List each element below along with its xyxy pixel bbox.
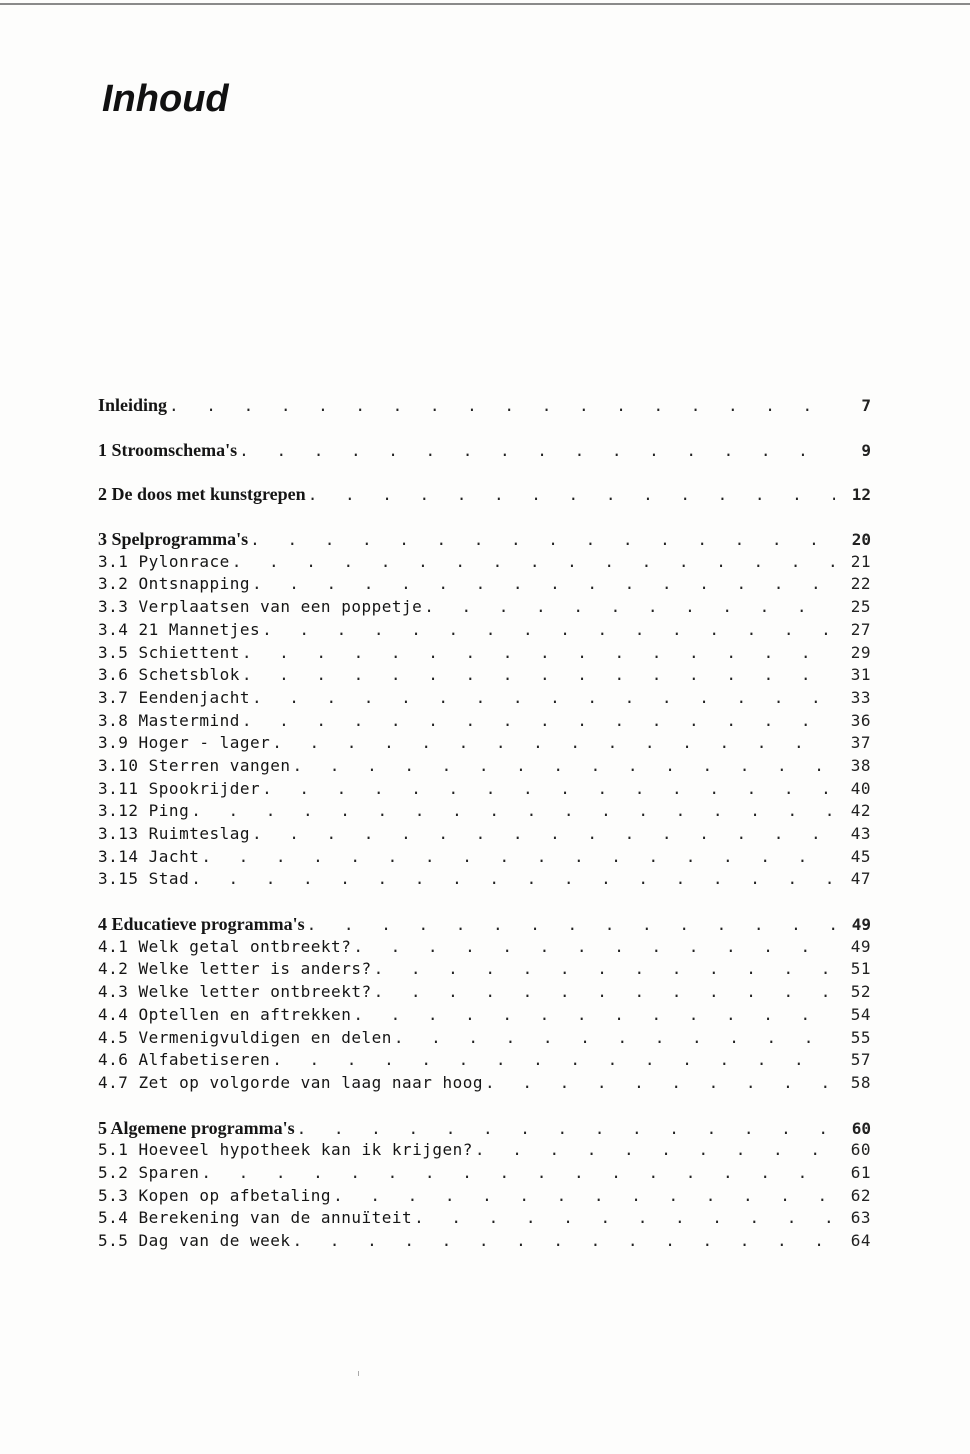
toc-entry-title: 5.3 Kopen op afbetaling [98,1185,332,1205]
toc-page-number: 58 [850,1072,871,1092]
toc-subsection-entry [98,1185,871,1208]
toc-page-number: 61 [850,1162,871,1182]
toc-chapter-entry [98,394,871,417]
toc-entry-title: 4.7 Zet op volgorde van laag naar hoog [98,1072,484,1092]
toc-subsection-entry [98,1139,871,1162]
toc-subsection-entry [98,778,871,801]
dot-leader [485,1072,835,1095]
toc-page-number: 57 [850,1050,871,1070]
toc-entry-title: 3 Spelprogramma's [98,529,249,550]
toc-section [98,394,871,417]
dot-leader [308,484,835,506]
toc-entry-title: 4.6 Alfabetiseren [98,1050,271,1070]
toc-page-number: 22 [850,574,871,594]
dot-leader [191,800,835,823]
toc-entry-title: 4.2 Welke letter is anders? [98,959,372,979]
toc-entry-title: 5.2 Sparen [98,1162,200,1182]
toc-page-number: 12 [851,485,871,505]
toc-subsection-entry [98,687,871,710]
toc-entry-title: 3.12 Ping [98,801,190,821]
dot-leader [169,395,835,417]
toc-entry-title: 3.4 21 Mannetjes [98,619,261,639]
toc-entry-title: 3.1 Pylonrace [98,551,230,571]
toc-entry-title: 3.3 Verplaatsen van een poppetje [98,597,423,617]
toc-subsection-entry [98,642,871,665]
dot-leader [293,1230,835,1253]
toc-subsection-entry [98,596,871,619]
toc-page-number: 52 [850,982,871,1002]
toc-entry-title: 4.5 Vermenigvuldigen en delen [98,1027,392,1047]
toc-page-number: 20 [851,530,871,550]
toc-page-number: 62 [850,1185,871,1205]
toc-page-number: 42 [850,801,871,821]
toc-page-number: 7 [861,396,871,415]
toc-subsection-entry [98,1027,871,1050]
toc-subsection-entry [98,1162,871,1185]
dot-leader [191,868,835,891]
toc-entry-title: 3.5 Schiettent [98,642,240,662]
dot-leader [232,551,835,574]
toc-chapter-entry [98,483,871,506]
toc-entry-title: 4 Educatieve programma's [98,914,305,935]
toc-subsection-entry [98,732,871,755]
toc-subsection-entry [98,551,871,574]
dot-leader [272,1049,835,1072]
toc-page-number: 9 [861,440,871,460]
page-title: Inhoud [102,78,229,120]
dot-leader [242,710,835,733]
toc-page-number: 27 [850,619,871,639]
toc-entry-title: Inleiding [98,395,168,415]
toc-entry-title: 4.3 Welke letter ontbreekt? [98,982,372,1002]
dot-leader [374,981,835,1004]
toc-chapter-entry [98,528,871,551]
toc-entry-title: 4.4 Optellen en aftrekken [98,1004,352,1024]
toc-page-number: 64 [850,1231,871,1250]
toc-entry-title: 3.13 Ruimteslag [98,824,250,843]
dot-leader [414,1207,835,1230]
toc-page-number: 40 [850,778,871,798]
dot-leader [353,936,835,959]
dot-leader [475,1139,835,1162]
toc-page-number: 29 [850,642,871,662]
toc-entry-title: 3.7 Eendenjacht [98,687,250,707]
dot-leader [242,642,835,665]
toc-page-number: 43 [850,824,871,843]
toc-page-number: 38 [850,755,871,775]
toc-page-number: 60 [851,1118,871,1138]
toc-subsection-entry [98,619,871,642]
toc-subsection-entry [98,1230,871,1253]
dot-leader [201,1162,835,1185]
toc-subsection-entry [98,958,871,981]
toc-subsection-entry [98,823,871,846]
toc-entry-title: 3.10 Sterren vangen [98,755,291,775]
toc-entry-title: 5.4 Berekening van de annuïteit [98,1208,413,1228]
dot-leader [272,732,835,755]
toc-page-number: 60 [850,1140,871,1160]
toc-section [98,528,871,891]
toc-subsection-entry [98,1207,871,1230]
toc-entry-title: 3.2 Ontsnapping [98,574,250,594]
top-rule [0,3,970,5]
toc-page-number: 33 [850,687,871,707]
toc-subsection-entry [98,800,871,823]
dot-leader [353,1004,835,1027]
toc-chapter-entry [98,1117,871,1140]
toc-subsection-entry [98,664,871,687]
toc-entry-title: 5 Algemene programma's [98,1117,295,1138]
toc-subsection-entry [98,755,871,778]
toc-page-number: 25 [850,597,871,617]
toc-entry-title: 3.11 Spookrijder [98,778,261,798]
toc-subsection-entry [98,868,871,891]
dot-leader [252,687,835,710]
dot-leader [242,664,835,687]
toc-page-number: 55 [850,1027,871,1047]
toc-page-number: 47 [850,869,871,889]
toc-entry-title: 2 De doos met kunstgrepen [98,484,306,505]
toc-entry-title: 1 Stroomschema's [98,439,238,460]
dot-leader [239,440,835,462]
toc-subsection-entry [98,981,871,1004]
toc-page-number: 63 [850,1208,871,1228]
toc-entry-title: 5.5 Dag van de week [98,1231,291,1250]
toc-entry-title: 3.15 Stad [98,869,190,889]
dot-leader [297,1118,835,1140]
toc-subsection-entry [98,1072,871,1095]
toc-subsection-entry [98,710,871,733]
dot-leader [374,958,835,981]
print-speck [358,1371,359,1376]
dot-leader [333,1185,835,1208]
toc-section [98,913,871,1095]
dot-leader [262,619,835,642]
toc-entry-title: 3.9 Hoger - lager [98,733,271,753]
dot-leader [424,596,835,619]
dot-leader [394,1027,835,1050]
toc-page-number: 37 [850,733,871,753]
toc-page-number: 45 [850,846,871,866]
toc-subsection-entry [98,573,871,596]
toc-chapter-entry [98,439,871,462]
toc-section [98,1117,871,1253]
toc-entry-title: 4.1 Welk getal ontbreekt? [98,936,352,956]
toc-section [98,483,871,506]
dot-leader [252,573,835,596]
toc-subsection-entry [98,846,871,869]
dot-leader [307,914,835,936]
toc-entry-title: 5.1 Hoeveel hypotheek kan ik krijgen? [98,1140,473,1160]
toc-page-number: 49 [850,936,871,956]
toc-subsection-entry [98,936,871,959]
toc-subsection-entry [98,1004,871,1027]
dot-leader [262,778,835,801]
toc-entry-title: 3.14 Jacht [98,846,200,866]
table-of-contents [98,394,871,1275]
dot-leader [201,846,835,869]
toc-entry-title: 3.6 Schetsblok [98,665,240,685]
dot-leader [252,823,835,846]
toc-page-number: 49 [851,915,871,935]
toc-page-number: 21 [850,551,871,571]
toc-page-number: 36 [850,710,871,730]
dot-leader [293,755,835,778]
toc-entry-title: 3.8 Mastermind [98,710,240,730]
toc-subsection-entry [98,1049,871,1072]
toc-chapter-entry [98,913,871,936]
toc-page-number: 51 [850,959,871,979]
toc-section [98,439,871,462]
toc-page-number: 54 [850,1004,871,1024]
dot-leader [250,529,835,551]
toc-page-number: 31 [850,665,871,685]
